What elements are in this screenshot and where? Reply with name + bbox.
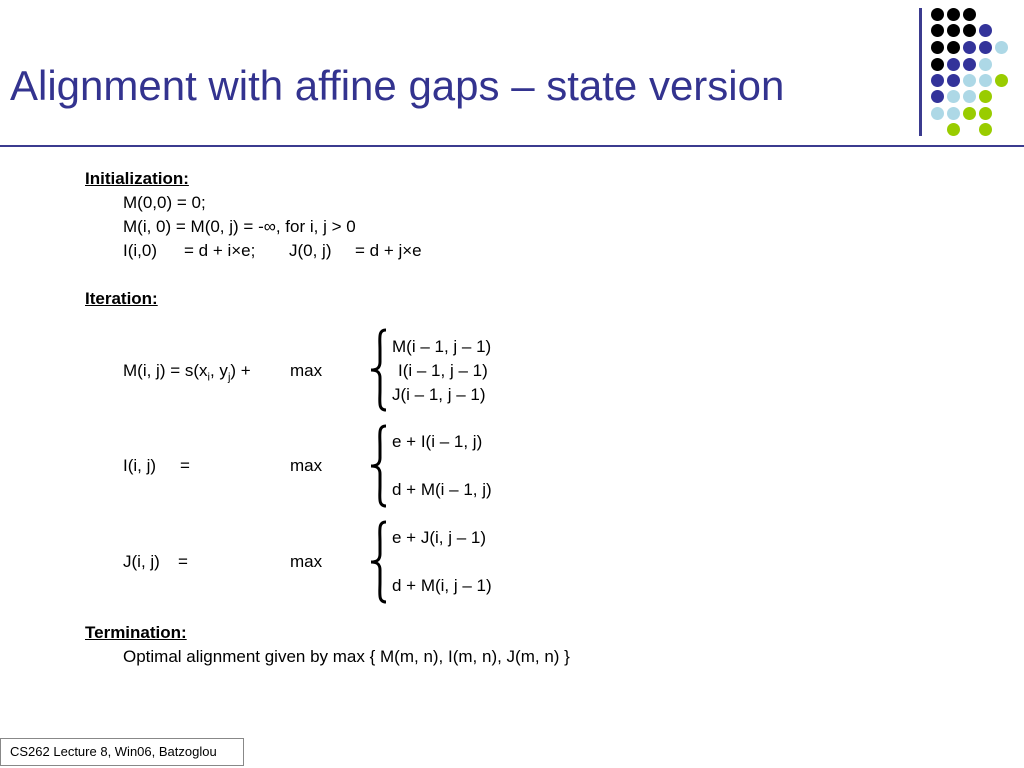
decorative-dot bbox=[947, 8, 960, 21]
i-equals: = bbox=[180, 456, 190, 475]
j-equals: = bbox=[178, 552, 188, 571]
m-left-brace bbox=[368, 328, 390, 412]
decorative-dot bbox=[979, 90, 992, 103]
decorative-dot bbox=[963, 90, 976, 103]
decorative-dot bbox=[947, 58, 960, 71]
m-end-text: ) + bbox=[230, 361, 251, 380]
decorative-dot bbox=[963, 74, 976, 87]
init-line-3-lhs: I(i,0) bbox=[123, 241, 157, 260]
decorative-dot bbox=[947, 41, 960, 54]
i-max-label: max bbox=[290, 456, 323, 475]
m-recurrence-lhs bbox=[123, 361, 251, 387]
m-option-1: M(i – 1, j – 1) bbox=[392, 337, 492, 356]
decorative-dot bbox=[931, 58, 944, 71]
m-option-3: J(i – 1, j – 1) bbox=[392, 385, 486, 404]
title-horizontal-rule bbox=[0, 145, 1024, 147]
decorative-dot bbox=[979, 107, 992, 120]
decorative-dot bbox=[963, 8, 976, 21]
slide-footer: CS262 Lecture 8, Win06, Batzoglou bbox=[0, 738, 244, 766]
termination-heading: Termination: bbox=[85, 623, 187, 642]
m-mid-text: , y bbox=[209, 361, 228, 380]
decorative-dot bbox=[979, 123, 992, 136]
init-line-2: M(i, 0) = M(0, j) = -∞, for i, j > 0 bbox=[123, 217, 356, 236]
decorative-dot bbox=[931, 74, 944, 87]
i-option-2: d + M(i – 1, j) bbox=[392, 480, 492, 499]
iteration-heading: Iteration: bbox=[85, 289, 158, 308]
termination-line-1: Optimal alignment given by max { M(m, n), I(m, n), J(m, n) } bbox=[123, 647, 570, 666]
m-sub-j: j bbox=[227, 371, 231, 384]
j-left-brace bbox=[368, 520, 390, 604]
decorative-dot bbox=[931, 8, 944, 21]
decorative-dot bbox=[979, 58, 992, 71]
m-lhs-text: M(i, j) = s(x bbox=[123, 361, 208, 380]
decorative-dot bbox=[931, 24, 944, 37]
decorative-dot bbox=[931, 41, 944, 54]
decorative-dot bbox=[979, 74, 992, 87]
decorative-dot bbox=[947, 74, 960, 87]
decorative-dot bbox=[963, 58, 976, 71]
j-option-2: d + M(i, j – 1) bbox=[392, 576, 492, 595]
decorative-dot bbox=[979, 24, 992, 37]
j-recurrence-lhs: J(i, j) bbox=[123, 552, 160, 571]
slide-title: Alignment with affine gaps – state version bbox=[10, 62, 785, 109]
decorative-dot bbox=[947, 90, 960, 103]
i-left-brace bbox=[368, 424, 390, 508]
decorative-dot bbox=[947, 24, 960, 37]
decorative-dot bbox=[931, 107, 944, 120]
decorative-dot bbox=[931, 90, 944, 103]
decorative-dot bbox=[979, 41, 992, 54]
decorative-dot bbox=[995, 74, 1008, 87]
i-recurrence-lhs: I(i, j) bbox=[123, 456, 157, 475]
m-sub-i: i bbox=[207, 371, 210, 384]
decorative-dot bbox=[963, 107, 976, 120]
decorative-dot bbox=[995, 41, 1008, 54]
decorative-dot bbox=[947, 123, 960, 136]
decorative-dot bbox=[947, 107, 960, 120]
init-line-3-j-lhs: J(0, j) bbox=[289, 241, 332, 260]
m-option-2: I(i – 1, j – 1) bbox=[398, 361, 488, 380]
decorative-dot bbox=[963, 41, 976, 54]
init-line-3-j-rhs: = d + j×e bbox=[355, 241, 422, 260]
initialization-heading: Initialization: bbox=[85, 169, 189, 188]
j-option-1: e + J(i, j – 1) bbox=[392, 528, 487, 547]
decorative-dot bbox=[963, 24, 976, 37]
j-max-label: max bbox=[290, 552, 323, 571]
init-line-3-rhs: = d + i×e; bbox=[184, 241, 256, 260]
m-max-label: max bbox=[290, 361, 323, 380]
init-line-1: M(0,0) = 0; bbox=[123, 193, 206, 212]
title-vertical-rule bbox=[919, 8, 922, 136]
i-option-1: e + I(i – 1, j) bbox=[392, 432, 483, 451]
